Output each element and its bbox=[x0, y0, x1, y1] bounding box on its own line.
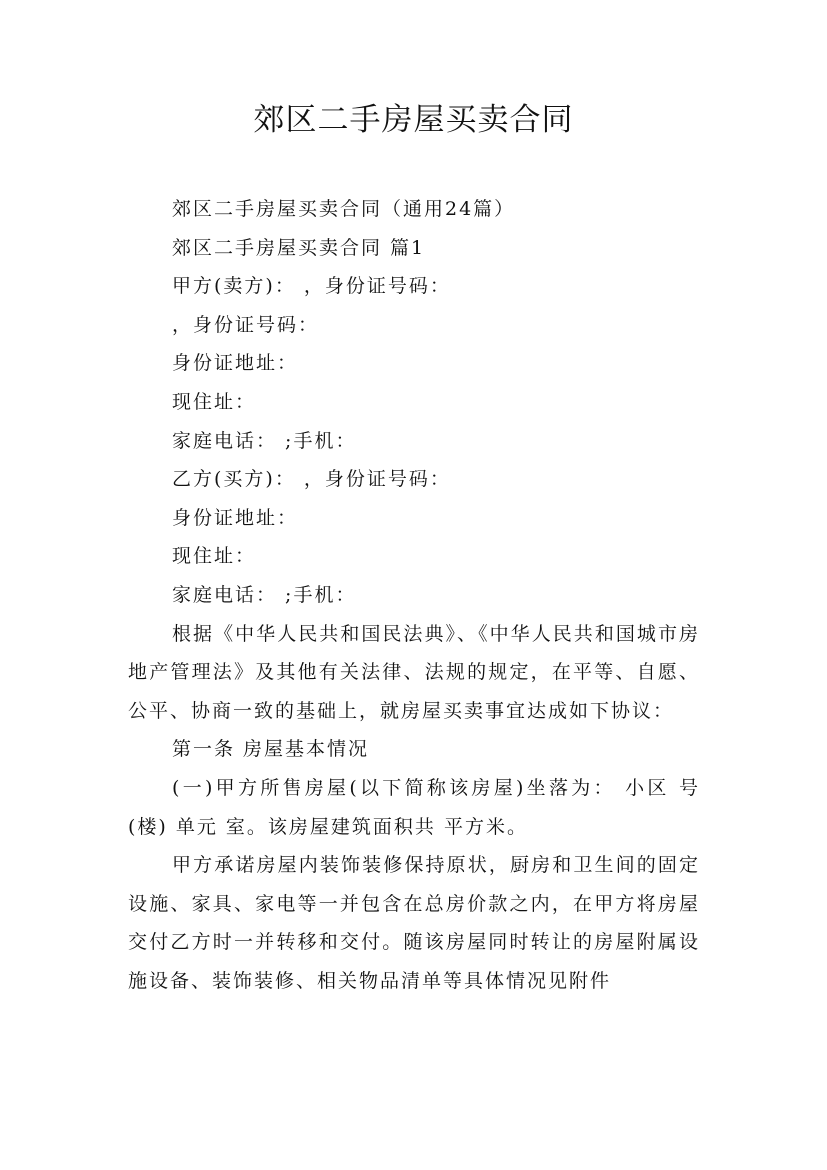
id-number-line: ，身份证号码： bbox=[172, 313, 320, 336]
article-1-heading: 第一条 房屋基本情况 bbox=[172, 738, 370, 761]
party-a-id-address: 身份证地址： bbox=[172, 352, 299, 375]
party-b-line: 乙方(买方)： ，身份证号码： bbox=[172, 468, 451, 491]
party-a-phone: 家庭电话： ;手机： bbox=[172, 429, 357, 452]
party-b-current-address: 现住址： bbox=[172, 545, 257, 568]
document-body bbox=[128, 190, 700, 1000]
document-title: 郊区二手房屋买卖合同 bbox=[253, 102, 574, 138]
section-heading: 郊区二手房屋买卖合同 篇1 bbox=[172, 236, 426, 259]
subtitle-line: 郊区二手房屋买卖合同（通用24篇） bbox=[172, 198, 516, 220]
party-a-line: 甲方(卖方)： ，身份证号码： bbox=[172, 275, 451, 298]
party-b-id-address: 身份证地址： bbox=[172, 506, 299, 529]
party-a-current-address: 现住址： bbox=[172, 390, 257, 413]
legal-basis-paragraph: 根据《中华人民共和国民法典》、《中华人民共和国城市房地产管理法》及其他有关法律、法规的规定，在平等、自愿、公平、协商一致的基础上，就房屋买卖事宜达成如下协议： bbox=[128, 622, 700, 722]
party-b-phone: 家庭电话： ;手机： bbox=[172, 583, 357, 606]
property-location-paragraph: (一)甲方所售房屋(以下简称该房屋)坐落为： 小区 号(楼) 单元 室。该房屋建筑面积共 平方米。 bbox=[128, 776, 700, 838]
decoration-paragraph: 甲方承诺房屋内装饰装修保持原状，厨房和卫生间的固定设施、家具、家电等一并包含在总房价款之内，在甲方将房屋交付乙方时一并转移和交付。随该房屋同时转让的房屋附属设施设备、装饰装修、相关物品清单等具体情况见附件 bbox=[128, 854, 700, 992]
